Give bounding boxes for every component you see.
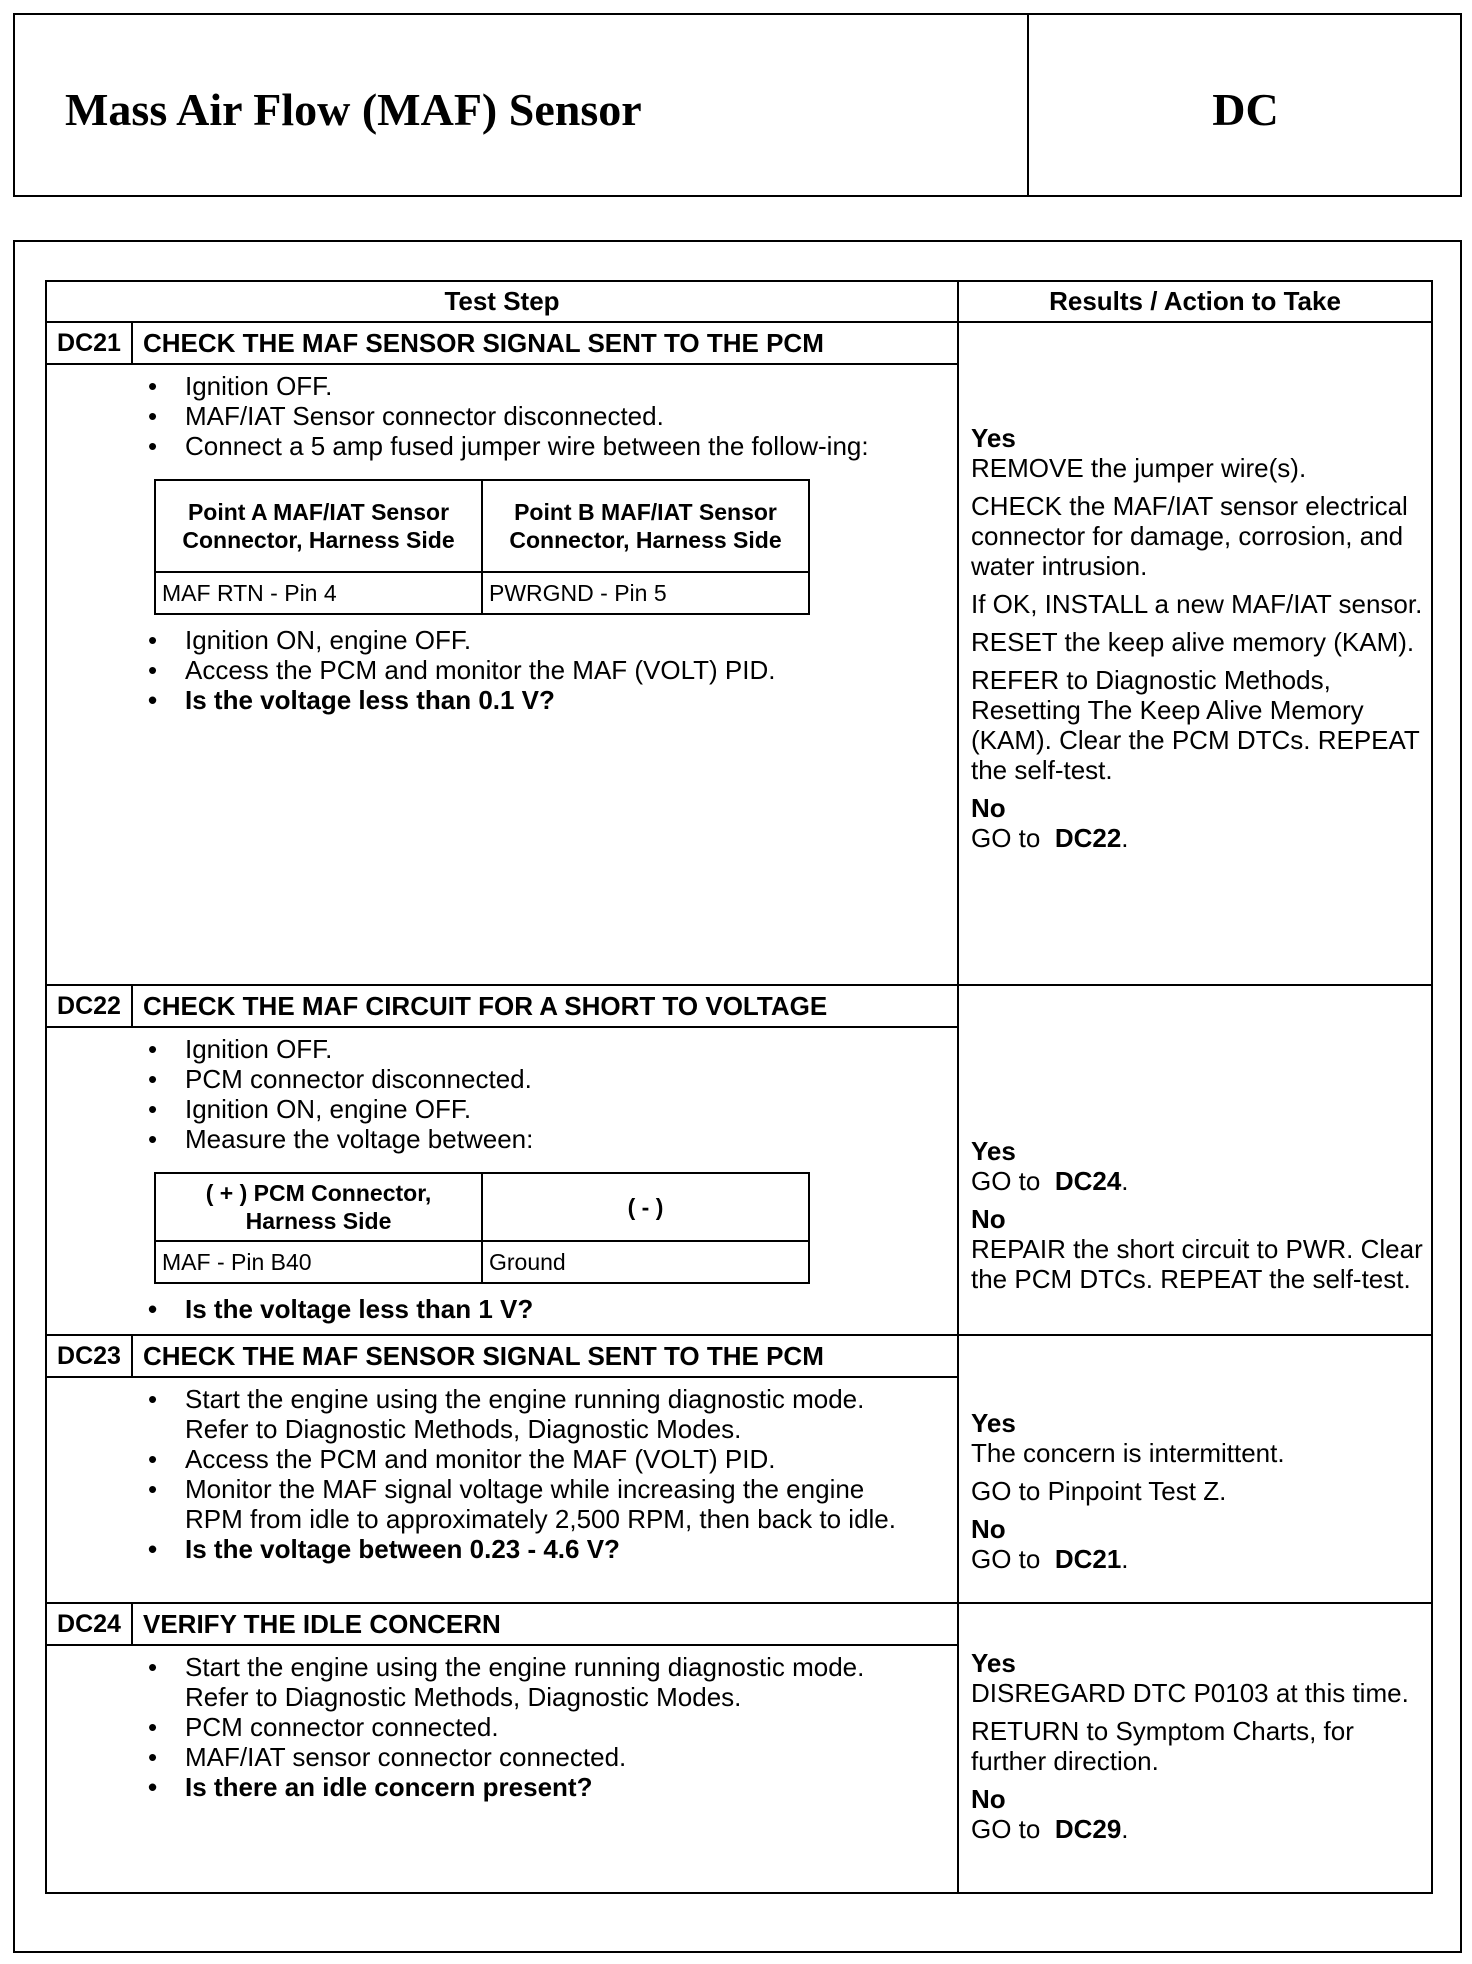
result-line: If OK, INSTALL a new MAF/IAT sensor. xyxy=(971,589,1423,619)
step-question: • Is there an idle concern present? xyxy=(47,1772,957,1802)
step-title: CHECK THE MAF SENSOR SIGNAL SENT TO THE PCM xyxy=(143,1340,824,1371)
test-step-cell xyxy=(46,1603,958,1893)
measurement-header-negative: ( - ) xyxy=(482,1173,809,1241)
go-to-target: DC21 xyxy=(1054,1544,1122,1574)
step-id: DC22 xyxy=(47,986,133,1026)
step-question: • Is the voltage less than 1 V? xyxy=(47,1294,957,1324)
measurement-value-positive: MAF - Pin B40 xyxy=(155,1241,482,1283)
yes-label: Yes xyxy=(971,1136,1016,1166)
col-header-test-step: Test Step xyxy=(46,281,958,322)
page-header xyxy=(13,13,1462,197)
step-question: • Is the voltage less than 0.1 V? xyxy=(47,685,957,715)
connection-header-a: Point A MAF/IAT Sensor Connector, Harness Side xyxy=(155,480,482,572)
step-heading xyxy=(47,323,957,365)
connection-value-a: MAF RTN - Pin 4 xyxy=(155,572,482,614)
list-item: • MAF/IAT sensor connector connected. xyxy=(47,1742,957,1772)
test-step-cell xyxy=(46,1335,958,1603)
list-item: • Connect a 5 amp fused jumper wire between the follow-ing: xyxy=(47,431,957,461)
results-cell xyxy=(958,1603,1432,1893)
step-id: DC21 xyxy=(47,323,133,363)
yes-label: Yes xyxy=(971,1408,1016,1438)
go-to-line xyxy=(971,1814,1423,1844)
no-label: No xyxy=(971,793,1006,823)
list-item: • PCM connector connected. xyxy=(47,1712,957,1742)
go-to-text: GO to xyxy=(971,1166,1041,1196)
step-row-dc22 xyxy=(46,985,1432,1335)
result-line: CHECK the MAF/IAT sensor electrical connector for damage, corrosion, and water intrusion. xyxy=(971,491,1408,581)
step-heading xyxy=(47,986,957,1028)
step-heading xyxy=(47,1604,957,1646)
section-code: DC xyxy=(1212,84,1279,135)
connection-header-b: Point B MAF/IAT Sensor Connector, Harness Side xyxy=(482,480,809,572)
go-to-target: DC22 xyxy=(1054,823,1122,853)
connection-table xyxy=(154,479,810,615)
go-to-line xyxy=(971,1166,1423,1196)
results-cell xyxy=(958,1335,1432,1603)
pinpoint-test-table xyxy=(45,280,1433,1894)
list-item: • PCM connector disconnected. xyxy=(47,1064,957,1094)
result-line: REMOVE the jumper wire(s). xyxy=(971,453,1307,483)
list-item: • Monitor the MAF signal voltage while increasing the engine RPM from idle to approximately 2,500 RPM, then back to idle. xyxy=(47,1474,957,1534)
list-item: • Ignition ON, engine OFF. xyxy=(47,625,957,655)
step-row-dc21 xyxy=(46,322,1432,985)
result-line: REFER to Diagnostic Methods, Resetting The Keep Alive Memory (KAM). Clear the PCM DTCs. REPEAT the self-test. xyxy=(971,665,1420,785)
measurement-header-positive: ( + ) PCM Connector, Harness Side xyxy=(155,1173,482,1241)
step-instructions xyxy=(47,1294,957,1324)
go-to-text: GO to xyxy=(971,1544,1041,1574)
punctuation: . xyxy=(1121,1166,1129,1196)
list-item: • MAF/IAT Sensor connector disconnected. xyxy=(47,401,957,431)
list-item: • Measure the voltage between: xyxy=(47,1124,957,1154)
result-line: RESET the keep alive memory (KAM). xyxy=(971,627,1415,657)
connection-value-b: PWRGND - Pin 5 xyxy=(482,572,809,614)
results-content xyxy=(959,986,1431,1294)
step-row-dc23 xyxy=(46,1335,1432,1603)
go-to-line xyxy=(971,823,1423,853)
result-line: The concern is intermittent. xyxy=(971,1438,1285,1468)
step-title: CHECK THE MAF CIRCUIT FOR A SHORT TO VOLTAGE xyxy=(143,990,828,1021)
list-item: • Access the PCM and monitor the MAF (VOLT) PID. xyxy=(47,1444,957,1474)
punctuation: . xyxy=(1121,1544,1129,1574)
results-content xyxy=(959,1336,1431,1574)
punctuation: . xyxy=(1121,1814,1129,1844)
punctuation: . xyxy=(1121,823,1129,853)
test-step-cell xyxy=(46,985,958,1335)
go-to-target: DC29 xyxy=(1054,1814,1122,1844)
col-header-results: Results / Action to Take xyxy=(958,281,1432,322)
step-instructions xyxy=(47,1034,957,1154)
list-item: • Access the PCM and monitor the MAF (VOLT) PID. xyxy=(47,655,957,685)
step-id: DC24 xyxy=(47,1604,133,1644)
step-question: • Is the voltage between 0.23 - 4.6 V? xyxy=(47,1534,957,1564)
no-label: No xyxy=(971,1204,1006,1234)
page-title: Mass Air Flow (MAF) Sensor xyxy=(65,84,642,135)
step-instructions xyxy=(47,1652,957,1802)
go-to-text: GO to xyxy=(971,1814,1041,1844)
step-instructions xyxy=(47,371,957,461)
yes-label: Yes xyxy=(971,1648,1016,1678)
yes-label: Yes xyxy=(971,423,1016,453)
result-line: RETURN to Symptom Charts, for further direction. xyxy=(971,1716,1354,1776)
list-item: • Start the engine using the engine running diagnostic mode. Refer to Diagnostic Methods, Diagnostic Modes. xyxy=(47,1384,957,1444)
no-label: No xyxy=(971,1514,1006,1544)
step-instructions xyxy=(47,625,957,715)
result-line: DISREGARD DTC P0103 at this time. xyxy=(971,1678,1409,1708)
step-heading xyxy=(47,1336,957,1378)
table-header-row xyxy=(46,281,1432,322)
list-item: • Ignition OFF. xyxy=(47,371,957,401)
test-step-cell xyxy=(46,322,958,985)
list-item: • Ignition OFF. xyxy=(47,1034,957,1064)
measurement-value-negative: Ground xyxy=(482,1241,809,1283)
result-line: GO to Pinpoint Test Z. xyxy=(971,1476,1227,1506)
result-line: REPAIR the short circuit to PWR. Clear the PCM DTCs. REPEAT the self-test. xyxy=(971,1234,1423,1294)
list-item: • Ignition ON, engine OFF. xyxy=(47,1094,957,1124)
step-id: DC23 xyxy=(47,1336,133,1376)
results-content xyxy=(959,1604,1431,1844)
measurement-table xyxy=(154,1172,810,1284)
go-to-text: GO to xyxy=(971,823,1041,853)
results-cell xyxy=(958,322,1432,985)
list-item: • Start the engine using the engine running diagnostic mode. Refer to Diagnostic Methods, Diagnostic Modes. xyxy=(47,1652,957,1712)
no-label: No xyxy=(971,1784,1006,1814)
go-to-target: DC24 xyxy=(1054,1166,1122,1196)
results-content xyxy=(959,323,1431,853)
step-title: VERIFY THE IDLE CONCERN xyxy=(143,1608,501,1639)
results-cell xyxy=(958,985,1432,1335)
step-instructions xyxy=(47,1384,957,1564)
step-title: CHECK THE MAF SENSOR SIGNAL SENT TO THE PCM xyxy=(143,327,824,358)
step-row-dc24 xyxy=(46,1603,1432,1893)
go-to-line xyxy=(971,1544,1423,1574)
